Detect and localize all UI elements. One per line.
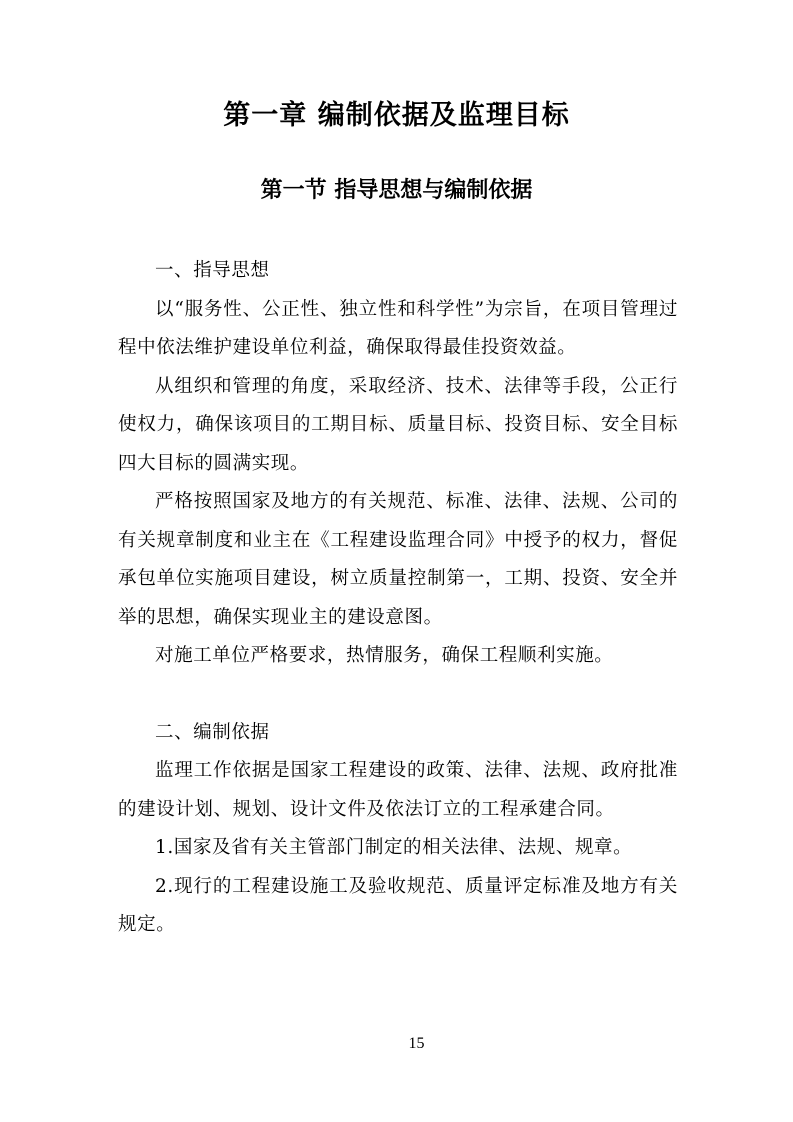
paragraph: 对施工单位严格要求，热情服务，确保工程顺利实施。 xyxy=(155,645,614,666)
section-title: 第一节 指导思想与编制依据 xyxy=(260,178,533,203)
basis-heading: 二、编制依据 xyxy=(155,721,270,743)
guiding-principle-heading: 一、指导思想 xyxy=(155,260,270,281)
section-gap xyxy=(118,676,678,714)
paragraph: 严格按照国家及地方的有关规范、标准、法律、法规、公司的有关规章制度和业主在《工程建设监理合同》中授予的权力，督促承包单位实施项目建设，树立质量控制第一，工期、投资、安全并举的思想，确保实现业主的建设意图。 xyxy=(118,491,678,628)
list-item: 2.现行的工程建设施工及验收规范、质量评定标准及地方有关规定。 xyxy=(118,875,678,935)
paragraph: 以“服务性、公正性、独立性和科学性”为宗旨，在项目管理过程中依法维护建设单位利益，确保取得最佳投资效益。 xyxy=(118,298,678,358)
body-text xyxy=(118,252,678,945)
list-item: 1.国家及省有关主管部门制定的相关法律、法规、规章。 xyxy=(155,837,633,858)
paragraph: 从组织和管理的角度，采取经济、技术、法律等手段，公正行使权力，确保该项目的工期目标、质量目标、投资目标、安全目标四大目标的圆满实现。 xyxy=(118,375,678,474)
paragraph: 监理工作依据是国家工程建设的政策、法律、法规、政府批准的建设计划、规划、设计文件及依法订立的工程承建合同。 xyxy=(118,760,678,820)
chapter-title: 第一章 编制依据及监理目标 xyxy=(223,100,570,131)
page-number: 15 xyxy=(408,1035,425,1052)
